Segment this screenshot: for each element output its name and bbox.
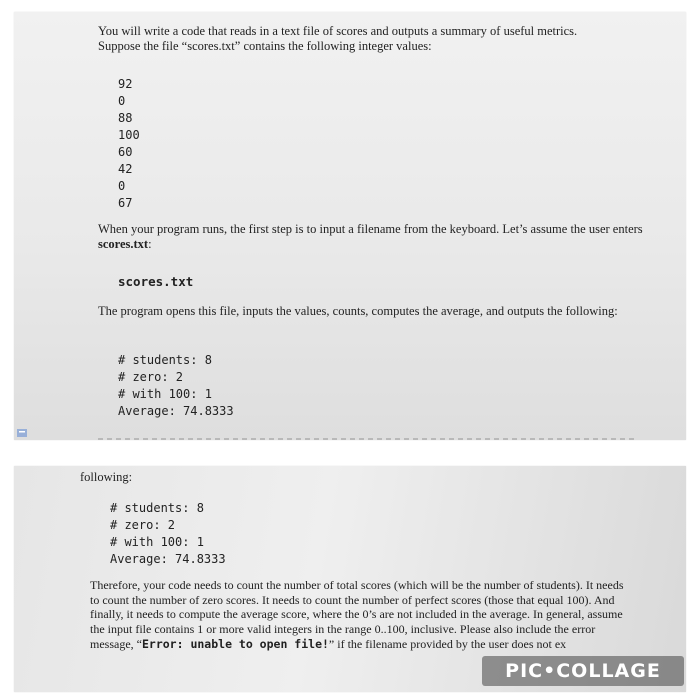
output-line: # students: 8 (118, 353, 212, 367)
score-value: 100 (118, 128, 140, 142)
step-end: : (148, 237, 152, 251)
program-paragraph: The program opens this file, inputs the values, counts, computes the average, and outputs the following: (98, 304, 618, 318)
step-paragraph (98, 222, 658, 252)
output-line: Average: 74.8333 (118, 404, 234, 418)
output-line: # with 100: 1 (118, 387, 212, 401)
output-line: # zero: 2 (118, 370, 184, 384)
score-value: 92 (118, 77, 133, 91)
error-message: Error: unable to open file! (141, 637, 329, 651)
score-list (118, 76, 140, 212)
score-value: 42 (118, 162, 133, 176)
therefore-end: ” if the filename provided by the user does not ex (328, 637, 567, 651)
score-value: 60 (118, 145, 133, 159)
score-value: 0 (118, 179, 126, 193)
intro-paragraph (98, 24, 658, 54)
top-photo-panel (14, 12, 686, 440)
therefore-paragraph (90, 578, 630, 653)
output-line: # zero: 2 (110, 518, 176, 532)
filename-example: scores.txt (118, 274, 194, 289)
score-value: 67 (118, 196, 133, 210)
score-value: 0 (118, 94, 126, 108)
program-output-zoomed (110, 500, 226, 568)
output-line: # with 100: 1 (110, 535, 204, 549)
bookmark-icon (16, 428, 28, 440)
output-line: # students: 8 (110, 501, 204, 515)
output-line: Average: 74.8333 (110, 552, 226, 566)
intro-line-2: Suppose the file “scores.txt” contains the following integer values: (98, 39, 432, 53)
piccollage-watermark: PIC•COLLAGE (482, 656, 684, 686)
cutoff-text-line (98, 438, 638, 440)
following-label: following: (80, 470, 133, 484)
intro-line-1: You will write a code that reads in a text file of scores and outputs a summary of useful metrics. (98, 24, 578, 38)
therefore-text: Therefore, your code needs to count the number of total scores (which will be the number of students). It needs to count the number of zero scores. It needs to count the number of perfect scores (those that equal 100). And finally, it needs to compute the average score, where the 0’s are not included in the average. In general, assume the input file contains 1 or more valid integers in the range 0..100, inclusive. Please also include the error message, “ (90, 578, 624, 651)
step-text: When your program runs, the first step is to input a filename from the keyboard. Let’s assume the user enters (98, 222, 643, 236)
program-output (118, 352, 234, 420)
score-value: 88 (118, 111, 133, 125)
step-filename: scores.txt (98, 237, 149, 251)
